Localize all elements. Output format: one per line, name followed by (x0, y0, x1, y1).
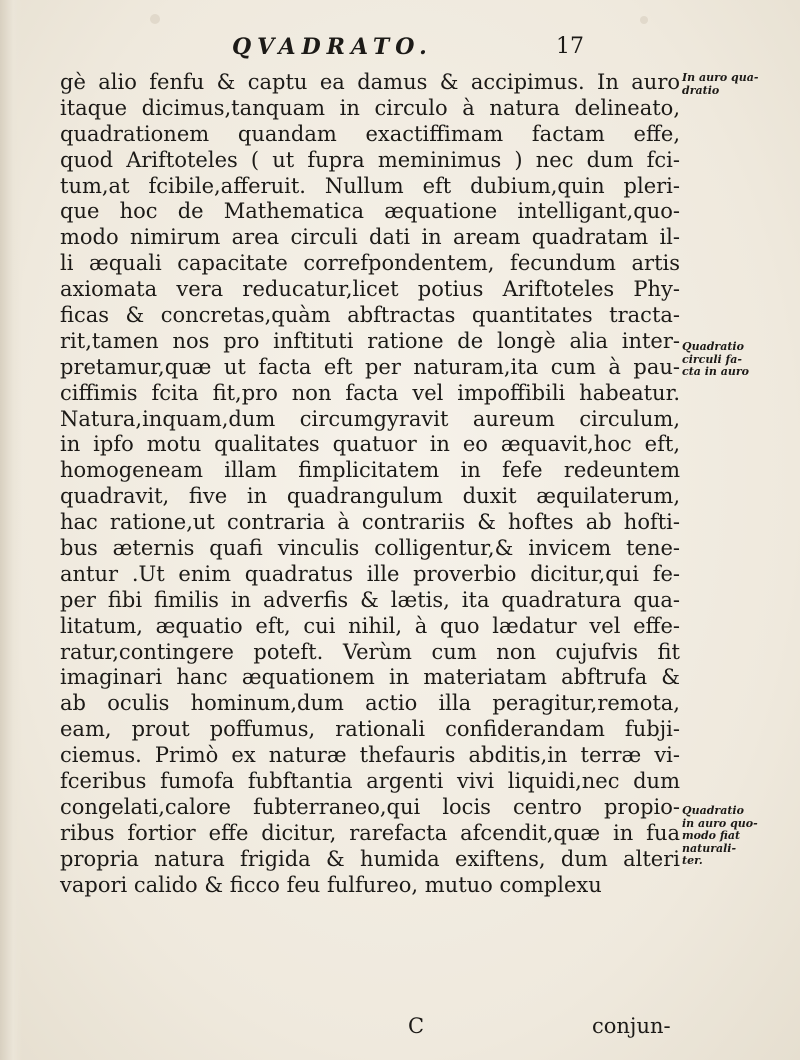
text-line: itaque dicimus,tanquam in circulo à natura delineato, (60, 95, 680, 120)
text-line: per fibi fimilis in adverfis & lætis, ita quadratura qua- (60, 587, 680, 612)
text-line: imaginari hanc æquationem in materiatam abftrufa & (60, 665, 680, 690)
text-line: homogeneam illam fimplicitatem in fefe redeuntem (60, 458, 680, 483)
text-line: ciemus. Primò ex naturæ thefauris abditis,in terræ vi- (60, 743, 680, 768)
margin-note-line: Quadratio (682, 804, 744, 817)
text-line: ciffimis fcita fit,pro non facta vel impoffibili habeatur. (60, 380, 680, 405)
text-line: modo nimirum area circuli dati in aream quadratam il- (60, 225, 680, 250)
page-footer (0, 1014, 800, 1044)
margin-note-auro-quadratio (682, 72, 792, 97)
margin-note-quadratio-circuli (682, 341, 792, 379)
margin-note-line: cta in auro (682, 365, 749, 378)
text-line: ficas & concretas,quàm abftractas quantitates tracta- (60, 303, 680, 328)
text-line: Natura,inquam,dum circumgyravit aureum circulum, (60, 406, 680, 431)
text-line: tum,at fcibile,afferuit. Nullum eft dubium,quin pleri- (60, 173, 680, 198)
text-line: hac ratione,ut contraria à contrariis & hoftes ab hofti- (60, 510, 680, 535)
paper-stain (640, 16, 648, 24)
text-line: propria natura frigida & humida exiftens, dum alteri (60, 846, 680, 871)
text-line: in ipfo motu qualitates quatuor in eo æquavit,hoc eft, (60, 432, 680, 457)
margin-note-line: modo fiat (682, 829, 741, 842)
text-line: quadravit, five in quadrangulum duxit æquilaterum, (60, 484, 680, 509)
body-text-block (60, 70, 680, 899)
margin-note-quadratio-naturaliter (682, 805, 792, 868)
running-title: QVADRATO. (232, 34, 433, 60)
text-line: ratur,contingere poteft. Verùm cum non cujufvis fit (60, 639, 680, 664)
text-line: axiomata vera reducatur,licet potius Ariftoteles Phy- (60, 277, 680, 302)
catchword: conjun- (592, 1014, 671, 1038)
margin-note-line: dratio (682, 83, 720, 97)
text-line: vapori calido & ficco feu fulfureo, mutuo complexu (60, 872, 602, 897)
margin-note-line: ter. (682, 854, 703, 867)
text-line: ribus fortior effe dicitur, rarefacta afcendit,quæ in fua (60, 820, 680, 845)
text-line: antur .Ut enim quadratus ille proverbio dicitur,qui fe- (60, 561, 680, 586)
text-line: pretamur,quæ ut facta eft per naturam,ita cum à pau- (60, 354, 680, 379)
page-gutter-shadow (0, 0, 22, 1060)
margin-note-line: Quadratio (682, 340, 744, 353)
page-number: 17 (556, 34, 584, 59)
text-line: quod Ariftoteles ( ut fupra meminimus ) nec dum fci- (60, 147, 680, 172)
text-line: quadrationem quandam exactiffimam factam effe, (60, 121, 680, 146)
margin-note-line: In auro qua- (682, 71, 759, 84)
margin-note-line: naturali- (682, 841, 737, 855)
text-line: rit,tamen nos pro inftituti ratione de longè alia inter- (60, 328, 680, 353)
text-line: fceribus fumofa fubftantia argenti vivi liquidi,nec dum (60, 769, 680, 794)
text-line: ab oculis hominum,dum actio illa peragitur,remota, (60, 691, 680, 716)
text-line: gè alio fenfu & captu ea damus & accipimus. In auro (60, 70, 680, 94)
text-line: que hoc de Mathematica æquatione intelligant,quo- (60, 199, 680, 224)
margin-note-line: circuli fa- (682, 352, 742, 366)
signature-mark: C (408, 1014, 425, 1038)
text-line: congelati,calore fubterraneo,qui locis centro propio- (60, 794, 680, 819)
text-line: eam, prout poffumus, rationali confiderandam fubji- (60, 717, 680, 742)
paper-stain (150, 14, 160, 24)
text-line: litatum, æquatio eft, cui nihil, à quo lædatur vel effe- (60, 613, 680, 638)
text-line: li æquali capacitate correfpondentem, fecundum artis (60, 251, 680, 276)
margin-note-line: in auro quo- (682, 816, 758, 830)
text-line: bus æternis quafi vinculis colligentur,& invicem tene- (60, 536, 680, 561)
running-header (0, 26, 800, 66)
